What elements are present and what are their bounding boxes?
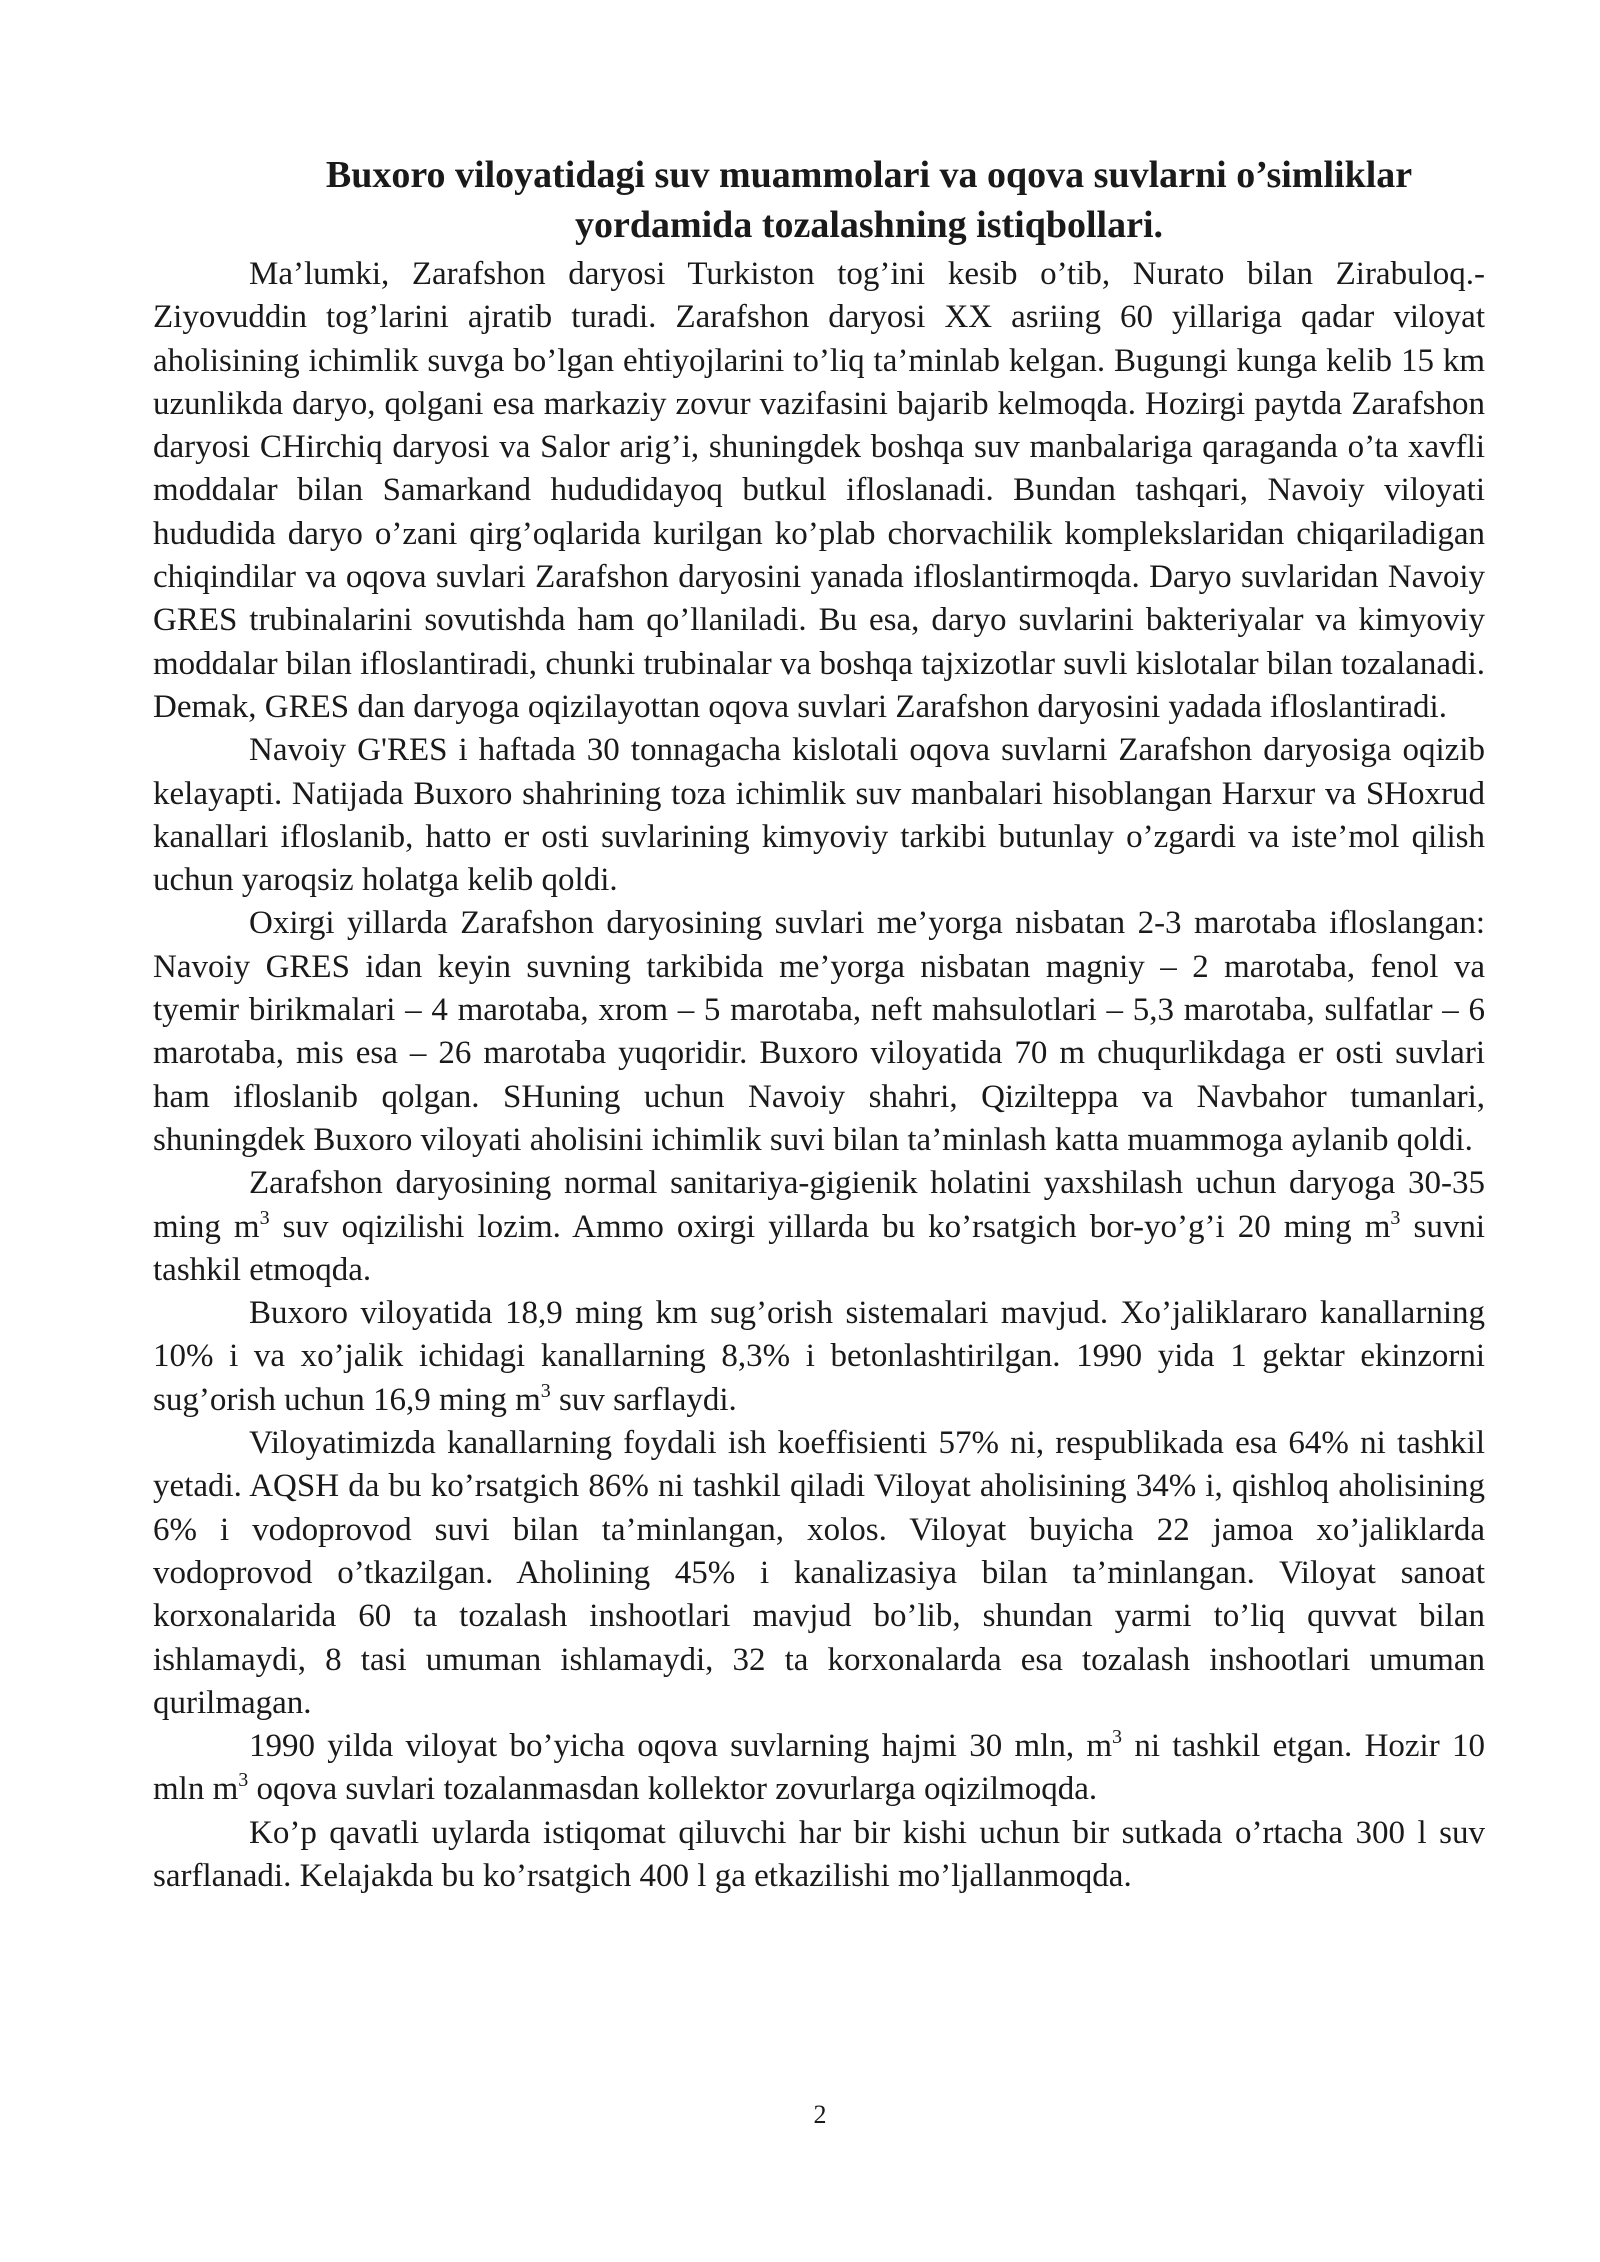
- superscript-cubed: 3: [540, 1379, 551, 1402]
- superscript-cubed: 3: [1390, 1206, 1401, 1229]
- paragraph-zarafshon-river: Ma’lumki, Zarafshon daryosi Turkiston tog’ini kesib o’tib, Nurato bilan Zirabuloq.-Ziyovuddin tog’larini ajratib turadi. Zarafshon daryosi XX asriing 60 yillariga qadar viloyat aholisining ichimlik suvga bo’lgan ehtiyojlarini to’liq ta’minlab kelgan. Bugungi kunga kelib 15 km uzunlikda daryo, qolgani esa markaziy zovur vazifasini bajarib kelmoqda. Hozirgi paytda Zarafshon daryosi CHirchiq daryosi va Salor arig’i, shuningdek boshqa suv manbalariga qaraganda o’ta xavfli moddalar bilan Samarkand hududidayoq butkul ifloslanadi. Bundan tashqari, Navoiy viloyati hududida daryo o’zani qirg’oqlarida kurilgan ko’plab chorvachilik komplekslaridan chiqariladigan chiqindilar va oqova suvlari Zarafshon daryosini yanada ifloslantirmoqda. Daryo suvlaridan Navoiy GRES trubinalarini sovutishda ham qo’llaniladi. Bu esa, daryo suvlarini bakteriyalar va kimyoviy moddalar bilan ifloslantiradi, chunki trubinalar va boshqa tajxizotlar suvli kislotalar bilan tozalanadi. Demak, GRES dan daryoga oqizilayottan oqova suvlari Zarafshon daryosini yadada ifloslantiradi.: [153, 256, 1485, 725]
- paragraph-canal-efficiency: Viloyatimizda kanallarning foydali ish koeffisienti 57% ni, respublikada esa 64% ni tashkil yetadi. AQSH da bu ko’rsatgich 86% ni tashkil qiladi Viloyat aholisining 34% i, qishloq aholisining 6% i vodoprovod suvi bilan ta’minlangan, xolos. Viloyat buyicha 22 jamoa xo’jaliklarda vodoprovod o’tkazilgan. Aholining 45% i kanalizasiya bilan ta’minlangan. Viloyat sanoat korxonalarida 60 ta tozalash inshootlari mavjud bo’lib, shundan yarmi to’liq quvvat bilan ishlamaydi, 8 tasi umuman ishlamaydi, 32 ta korxonalarda esa tozalash inshootlari umuman qurilmagan.: [153, 1425, 1485, 1721]
- document-page: [153, 150, 1485, 1898]
- paragraph-wastewater-volume: [153, 1725, 1485, 1812]
- page-number: 2: [813, 2100, 827, 2129]
- superscript-cubed: 3: [1112, 1726, 1123, 1749]
- superscript-cubed: 3: [238, 1769, 249, 1792]
- text-segment: suv sarflaydi.: [550, 1381, 737, 1418]
- superscript-cubed: 3: [259, 1206, 270, 1229]
- text-segment: Zarafshon daryosining normal sanitariya-gigienik holatini yaxshilash uchun daryoga 30-35 ming m: [153, 1165, 1485, 1245]
- paragraph-navoiy-gres: Navoiy G'RES i haftada 30 tonnagacha kislotali oqova suvlarni Zarafshon daryosiga oqizib kelayapti. Natijada Buxoro shahrining toza ichimlik suv manbalari hisoblangan Harxur va SHoxrud kanallari ifloslanib, hatto er osti suvlarining kimyoviy tarkibi butunlay o’zgardi va iste’mol qilish uchun yaroqsiz holatga kelib qoldi.: [153, 732, 1485, 899]
- text-segment: suvni tashkil etmoqda.: [153, 1208, 1485, 1288]
- text-segment: 1990 yilda viloyat bo’yicha oqova suvlarning hajmi 30 mln, m: [249, 1728, 1113, 1765]
- document-title: Buxoro viloyatidagi suv muammolari va oqova suvlarni o’simliklar yordamida tozalashning istiqbollari.: [325, 154, 1413, 246]
- text-segment: suv oqizilishi lozim. Ammo oxirgi yillarda bu ko’rsatgich bor-yo’g’i 20 ming m: [269, 1208, 1391, 1245]
- text-segment: ni tashkil etgan. Hozir 10 mln m: [153, 1728, 1485, 1808]
- text-segment: oqova suvlari tozalanmasdan kollektor zovurlarga oqizilmoqda.: [248, 1771, 1098, 1808]
- paragraph-pollution-levels: Oxirgi yillarda Zarafshon daryosining suvlari me’yorga nisbatan 2-3 marotaba ifloslangan: Navoiy GRES idan keyin suvning tarkibida me’yorga nisbatan magniy – 2 marotaba, fenol va tyemir birikmalari – 4 marotaba, xrom – 5 marotaba, neft mahsulotlari – 5,3 marotaba, sulfatlar – 6 marotaba, mis esa – 26 marotaba yuqoridir. Buxoro viloyatida 70 m chuqurlikdaga er osti suvlari ham ifloslanib qolgan. SHuning uchun Navoiy shahri, Qizilteppa va Navbahor tumanlari, shuningdek Buxoro viloyati aholisini ichimlik suvi bilan ta’minlash katta muammoga aylanib qoldi.: [153, 905, 1485, 1158]
- paragraph-irrigation-systems: [153, 1292, 1485, 1422]
- text-segment: Buxoro viloyatida 18,9 ming km sug’orish sistemalari mavjud. Xo’jaliklararo kanallarning 10% i va xo’jalik ichidagi kanallarning 8,3% i betonlashtirilgan. 1990 yida 1 gektar ekinzorni sug’orish uchun 16,9 ming m: [153, 1295, 1485, 1418]
- paragraph-water-consumption: Ko’p qavatli uylarda istiqomat qiluvchi har bir kishi uchun bir sutkada o’rtacha 300 l suv sarflanadi. Kelajakda bu ko’rsatgich 400 l ga etkazilishi mo’ljallanmoqda.: [153, 1814, 1485, 1894]
- paragraph-sanitary-flow: [153, 1162, 1485, 1292]
